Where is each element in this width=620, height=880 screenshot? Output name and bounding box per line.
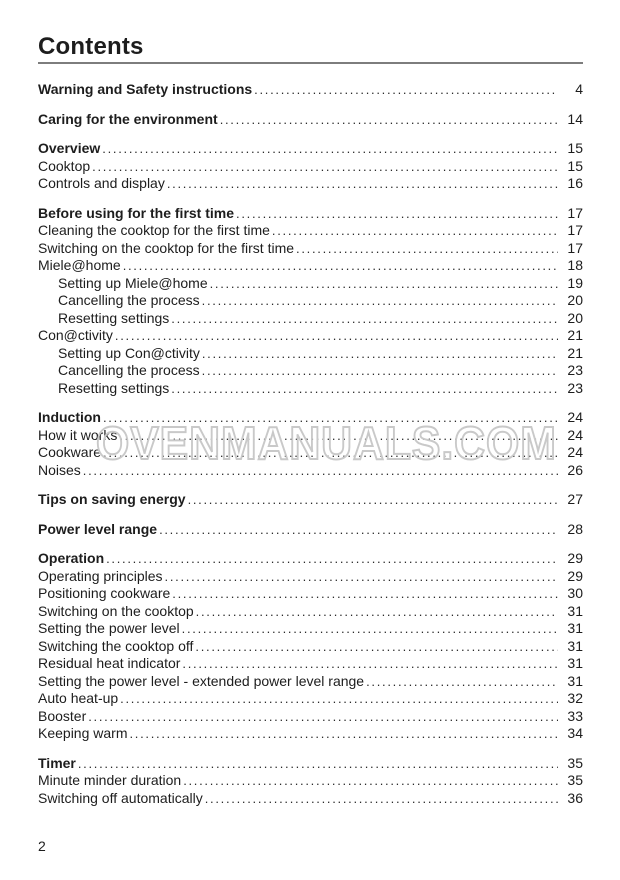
toc-entry [38, 409, 583, 427]
toc-leader-dots [88, 708, 558, 726]
toc-entry [38, 175, 583, 193]
toc-entry-label: Setting up Miele@home [58, 274, 208, 291]
toc-leader-dots [195, 638, 558, 656]
toc-section [38, 550, 583, 743]
toc-entry-label: Setting the power level - extended power level range [38, 672, 365, 689]
toc-leader-dots [120, 690, 558, 708]
toc-entry-page: 20 [567, 292, 583, 308]
toc-entry-page: 33 [567, 707, 583, 724]
toc-entry-label: Resetting settings [58, 309, 170, 326]
toc-entry-page: 21 [567, 327, 583, 343]
toc-leader-dots [172, 585, 558, 603]
toc-leader-dots [182, 655, 558, 673]
toc-entry-page: 15 [567, 140, 583, 156]
toc-leader-dots [182, 620, 558, 638]
title-divider [38, 62, 583, 64]
toc-leader-dots [115, 327, 558, 345]
toc-entry-label: Setting the power level [38, 620, 180, 636]
toc-entry-label: Induction [38, 409, 101, 425]
toc-section [38, 81, 583, 99]
toc-section [38, 755, 583, 808]
toc-entry-page: 20 [567, 309, 583, 326]
toc-entry [38, 708, 583, 726]
toc-entry [38, 462, 583, 480]
toc-entry-page: 26 [567, 461, 583, 478]
toc-leader-dots [296, 240, 558, 258]
toc-entry [38, 111, 583, 129]
toc-entry [38, 292, 583, 310]
toc-entry-page: 4 [575, 81, 583, 97]
toc-entry-label: Switching on the cooktop [38, 602, 194, 619]
toc-entry-label: How it works [38, 426, 118, 443]
toc-entry-page: 34 [567, 725, 583, 741]
toc-entry [38, 427, 583, 445]
toc-entry-page: 21 [567, 344, 583, 361]
toc-entry-page: 24 [567, 409, 583, 425]
toc-entry [38, 362, 583, 380]
toc-entry [38, 240, 583, 258]
toc-leader-dots [130, 725, 559, 743]
toc-entry-page: 36 [567, 789, 583, 806]
toc-entry [38, 222, 583, 240]
toc-leader-dots [196, 603, 558, 621]
toc-entry-label: Switching on the cooktop for the first time [38, 239, 295, 256]
toc-leader-dots [183, 772, 558, 790]
toc-entry [38, 345, 583, 363]
toc-leader-dots [202, 345, 558, 363]
toc-entry [38, 603, 583, 621]
toc-entry [38, 140, 583, 158]
toc-entry-label: Miele@home [38, 257, 121, 273]
toc-entry-page: 28 [567, 520, 583, 537]
toc-section [38, 205, 583, 398]
toc-entry [38, 568, 583, 586]
toc-entry [38, 491, 583, 509]
toc-entry-page: 19 [567, 274, 583, 291]
toc-entry-page: 31 [567, 672, 583, 689]
toc [38, 81, 583, 807]
toc-entry-label: Booster [38, 707, 87, 724]
toc-entry-label: Controls and display [38, 175, 165, 191]
toc-entry-page: 17 [567, 204, 583, 221]
toc-entry-page: 17 [567, 222, 583, 238]
toc-entry [38, 81, 583, 99]
toc-leader-dots [78, 755, 558, 773]
toc-leader-dots [103, 444, 558, 462]
toc-entry-label: Warning and Safety instructions [38, 81, 253, 97]
watermark: OVENMANUALS.COM [96, 417, 557, 469]
toc-section [38, 111, 583, 129]
toc-entry-label: Before using for the first time [38, 204, 235, 221]
toc-entry-label: Noises [38, 461, 81, 478]
toc-entry-page: 31 [567, 620, 583, 636]
toc-entry-label: Residual heat indicator [38, 655, 181, 671]
toc-entry [38, 275, 583, 293]
toc-entry [38, 327, 583, 345]
toc-entry [38, 755, 583, 773]
toc-entry-page: 31 [567, 602, 583, 619]
toc-entry [38, 205, 583, 223]
toc-entry-label: Switching the cooktop off [38, 637, 194, 654]
toc-entry-label: Tips on saving energy [38, 491, 186, 507]
toc-entry-label: Setting up Con@ctivity [58, 344, 200, 361]
toc-entry [38, 655, 583, 673]
toc-leader-dots [102, 140, 558, 158]
toc-section [38, 491, 583, 509]
toc-entry-label: Caring for the environment [38, 110, 218, 127]
toc-leader-dots [119, 427, 558, 445]
toc-leader-dots [202, 362, 558, 380]
toc-entry-label: Switching off automatically [38, 789, 203, 806]
toc-leader-dots [103, 409, 558, 427]
toc-leader-dots [188, 491, 558, 509]
toc-entry-label: Operation [38, 550, 105, 566]
toc-entry-label: Con@ctivity [38, 327, 113, 343]
toc-entry [38, 638, 583, 656]
toc-entry-label: Minute minder duration [38, 772, 182, 788]
toc-entry-label: Cooktop [38, 157, 91, 174]
toc-leader-dots [366, 673, 558, 691]
toc-entry-page: 17 [567, 239, 583, 256]
toc-entry-label: Operating principles [38, 567, 163, 584]
toc-entry-page: 14 [567, 110, 583, 127]
toc-entry-page: 15 [567, 157, 583, 174]
toc-leader-dots [167, 175, 558, 193]
toc-entry-page: 16 [567, 175, 583, 191]
toc-entry [38, 585, 583, 603]
toc-leader-dots [254, 81, 558, 99]
toc-leader-dots [236, 205, 558, 223]
toc-entry-page: 18 [567, 257, 583, 273]
toc-section [38, 521, 583, 539]
toc-leader-dots [202, 292, 558, 310]
toc-entry [38, 725, 583, 743]
toc-entry-label: Cleaning the cooktop for the first time [38, 222, 270, 238]
toc-leader-dots [92, 158, 558, 176]
toc-leader-dots [165, 568, 558, 586]
toc-leader-dots [123, 257, 558, 275]
toc-entry-label: Auto heat-up [38, 690, 119, 706]
toc-entry-page: 24 [567, 444, 583, 460]
toc-entry [38, 673, 583, 691]
toc-entry [38, 620, 583, 638]
toc-entry-label: Positioning cookware [38, 585, 171, 601]
toc-entry [38, 444, 583, 462]
toc-entry [38, 690, 583, 708]
toc-entry-label: Keeping warm [38, 725, 128, 741]
toc-entry-label: Overview [38, 140, 101, 156]
toc-entry [38, 772, 583, 790]
toc-entry [38, 310, 583, 328]
toc-entry-label: Cancelling the process [58, 362, 200, 378]
toc-entry [38, 380, 583, 398]
toc-entry-page: 35 [567, 754, 583, 771]
page-number: 2 [38, 838, 46, 854]
toc-entry [38, 158, 583, 176]
toc-entry-label: Power level range [38, 520, 158, 537]
toc-entry-page: 31 [567, 655, 583, 671]
toc-entry-page: 24 [567, 426, 583, 443]
toc-leader-dots [159, 521, 558, 539]
toc-entry [38, 257, 583, 275]
toc-entry [38, 790, 583, 808]
toc-leader-dots [83, 462, 558, 480]
toc-entry-label: Cookware [38, 444, 102, 460]
toc-leader-dots [106, 550, 558, 568]
toc-entry-page: 29 [567, 550, 583, 566]
toc-entry-label: Timer [38, 754, 76, 771]
toc-entry-page: 31 [567, 637, 583, 654]
toc-section [38, 409, 583, 479]
toc-entry-label: Cancelling the process [58, 292, 200, 308]
toc-entry-page: 27 [567, 491, 583, 507]
toc-entry-page: 23 [567, 362, 583, 378]
toc-leader-dots [210, 275, 558, 293]
toc-leader-dots [205, 790, 558, 808]
toc-entry-page: 29 [567, 567, 583, 584]
toc-entry-page: 35 [567, 772, 583, 788]
page-title: Contents [38, 33, 144, 60]
toc-entry-label: Resetting settings [58, 379, 170, 396]
toc-leader-dots [220, 111, 558, 129]
toc-leader-dots [171, 310, 558, 328]
toc-entry-page: 30 [567, 585, 583, 601]
toc-entry-page: 23 [567, 379, 583, 396]
toc-entry-page: 32 [567, 690, 583, 706]
toc-leader-dots [171, 380, 558, 398]
toc-leader-dots [272, 222, 558, 240]
toc-entry [38, 550, 583, 568]
toc-entry [38, 521, 583, 539]
toc-section [38, 140, 583, 193]
